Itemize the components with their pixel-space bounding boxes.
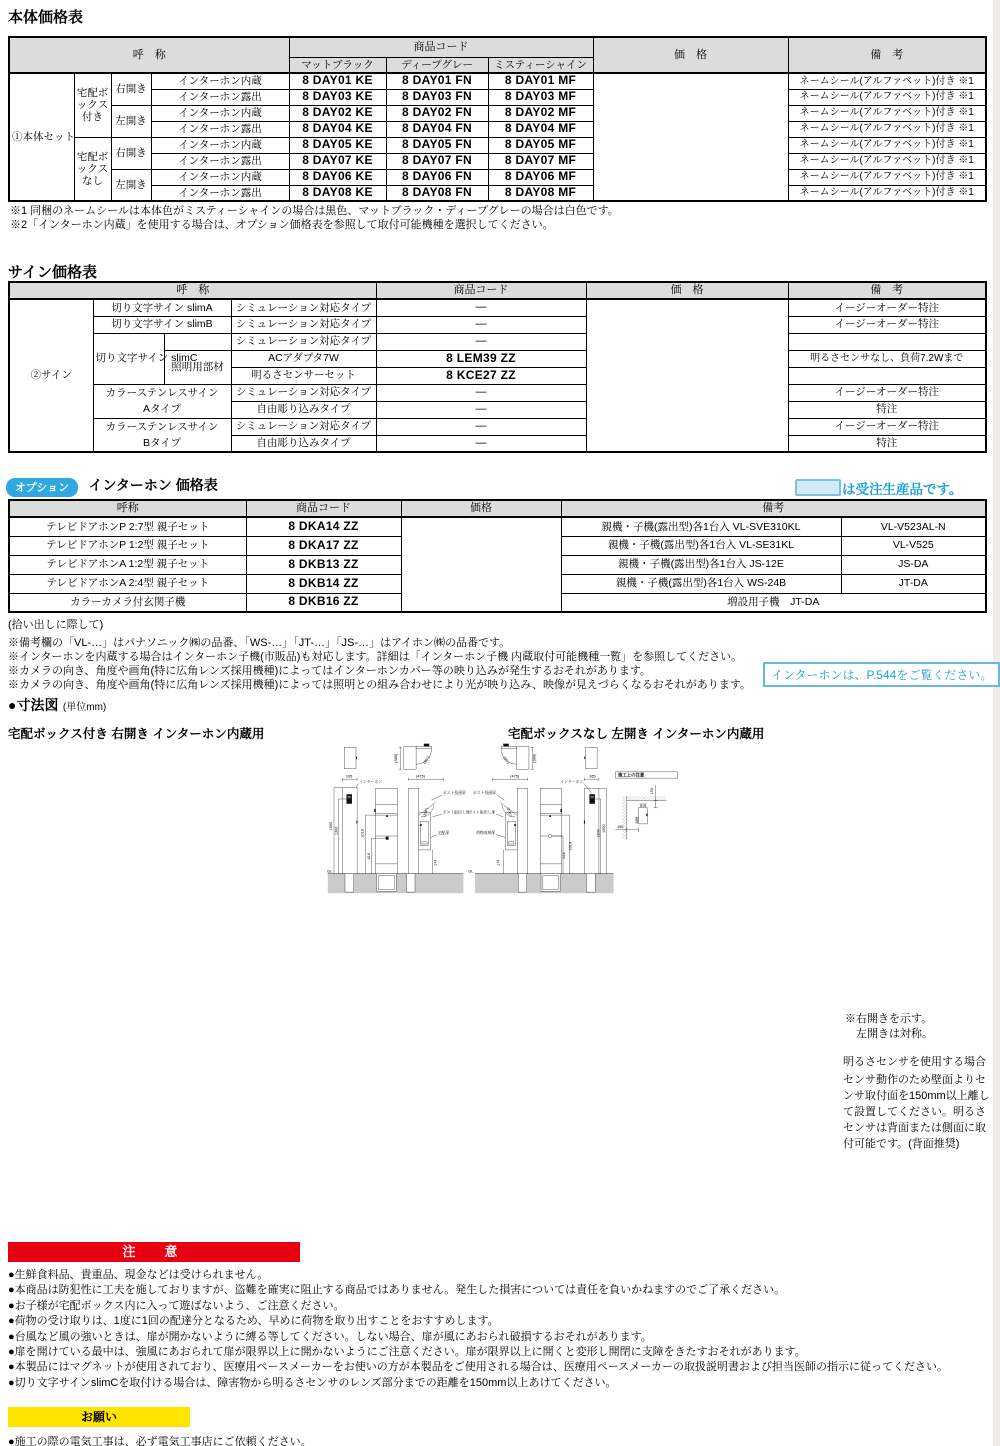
price-cell: [593, 73, 788, 201]
table-row: [9, 299, 986, 316]
color-header-matte-black: マットブラック: [289, 57, 386, 73]
col-header-name: 呼称: [9, 500, 246, 517]
code-cell: ―: [376, 316, 586, 333]
footnote: ※1 同梱のネームシールは本体色がミスティーシャインの場合は黒色、マットブラック・ディープグレーの場合は白色です。: [10, 205, 619, 217]
table-row: [9, 153, 986, 169]
code-cell: 8 DAY07 FN: [386, 153, 488, 169]
opening-note-line2: 左開きは対称。: [856, 1028, 933, 1040]
col-header-price: 価 格: [593, 37, 788, 73]
sensor-note-body: センサ動作のため壁面よりセンサ取付面を150mm以上離して設置してください。明るさセンサは背面または側面に取付可能です。(背面推奨): [843, 1074, 990, 1150]
foundation: [518, 874, 526, 892]
options-header: [6, 475, 218, 497]
caution-item: ●扉を開けている最中は、強風にあおられて扉が限界以上に開かないようにご注意ください。扉が限界以上に開くと変形し開閉に支障をきたすおそれがあります。: [8, 1346, 806, 1359]
installation-title: 施工上の注意: [617, 772, 645, 778]
code-cell: 8 DAY06 MF: [488, 169, 593, 185]
intercom-unit: [589, 794, 594, 804]
code-cell: ―: [376, 435, 586, 452]
gl-label: GL: [327, 868, 333, 874]
code-cell: 8 DAY07 KE: [289, 153, 386, 169]
foundation: [586, 874, 595, 892]
code-cell: 8 DAY02 MF: [488, 105, 593, 121]
gl-label: GL: [468, 868, 474, 874]
note-cell: 親機・子機(露出型)各1台入 JS-12E: [561, 555, 841, 574]
price-cell: [586, 299, 788, 452]
price-cell: [401, 517, 561, 612]
top-view-door-open: [416, 746, 431, 749]
table-row: [9, 185, 986, 201]
post-lock: [386, 815, 388, 817]
code-cell: 8 DKA17 ZZ: [246, 536, 401, 555]
note-cell: 親機・子機(露出型)各1台入 VL-SE31KL: [561, 536, 841, 555]
dim-174: 174: [433, 859, 438, 866]
code-cell: 8 DAY03 MF: [488, 89, 593, 105]
dim-90deg: (90°): [501, 755, 510, 765]
col-header-name: 呼 称: [9, 282, 376, 299]
type-cell: インターホン露出: [151, 153, 289, 169]
option-badge: オプション: [6, 478, 78, 497]
wall-left: [622, 796, 627, 839]
code-cell: 8 DKB13 ZZ: [246, 555, 401, 574]
note-cell: ネームシール(アルファベット)付き ※1: [788, 137, 986, 153]
note-cell: ネームシール(アルファベット)付き ※1: [788, 105, 986, 121]
sub-name-cell: 照明用部材: [164, 350, 231, 384]
parcel-knob: [385, 837, 388, 840]
option-note: ※備考欄の「VL-…」はパナソニック㈱の品番、「WS-…」「JT-…」「JS-…」はアイホン㈱の品番です。: [8, 637, 511, 649]
code-cell: ―: [376, 299, 586, 316]
foundation: [345, 874, 354, 892]
code-cell: ―: [376, 418, 586, 435]
post-in-label: ポスト投函扉: [473, 791, 496, 796]
note-cell: [788, 333, 986, 350]
handle: [584, 756, 585, 759]
color-header-deep-gray: ディープグレー: [386, 57, 488, 73]
col-header-note: 備 考: [788, 282, 986, 299]
note-cell: イージーオーダー特注: [788, 299, 986, 316]
front-view: [540, 788, 561, 873]
sensor-note-title: 明るさセンサを使用する場合: [843, 1056, 986, 1068]
dim-106deg: (106°): [506, 807, 513, 818]
dimension-title-text: ●寸法図: [8, 697, 59, 713]
code-cell: ―: [376, 384, 586, 401]
note2-cell: VL-V525: [841, 536, 986, 555]
col-header-price: 価 格: [586, 282, 788, 299]
front-view: [375, 788, 397, 873]
type-cell: インターホン露出: [151, 121, 289, 137]
back-face-label: 背面: [639, 803, 647, 808]
note-cell: イージーオーダー特注: [788, 384, 986, 401]
table-row: [9, 517, 986, 536]
dim-150-left: 150: [616, 824, 624, 829]
name-line-1: カラーステンレスサイン: [105, 420, 219, 433]
installation-note: [615, 772, 677, 839]
code-cell: 8 DAY08 FN: [386, 185, 488, 201]
code-cell: 8 DAY07 MF: [488, 153, 593, 169]
post-in-label: ポスト投函扉: [442, 791, 466, 796]
table-row: [9, 105, 986, 121]
intercom-table-title: インターホン 価格表: [88, 477, 218, 493]
box-without-cell: 宅配ボックスなし: [74, 137, 111, 201]
handle: [560, 809, 561, 812]
col-header-price: 価格: [401, 500, 561, 517]
code-cell: 8 DAY04 KE: [289, 121, 386, 137]
footnote: ※2「インターホン内蔵」を使用する場合は、オプション価格表を参照して取付可能機種を選択してください。: [10, 219, 554, 231]
name-cell: カラーカメラ付玄関子機: [9, 593, 246, 612]
main-price-table: [8, 36, 987, 202]
code-cell: 8 DAY01 FN: [386, 73, 488, 89]
type-cell: シミュレーション対応タイプ: [231, 316, 376, 333]
table-row: [9, 418, 986, 435]
caution-item: ●本商品は防犯性に工夫を施しておりますが、盗難を確実に阻止する商品ではありません。発生した損害については責任を負いかねますのでご了承ください。: [8, 1284, 786, 1297]
code-cell: 8 DAY01 MF: [488, 73, 593, 89]
handle: [584, 821, 585, 824]
note-cell: [788, 367, 986, 384]
note-cell: イージーオーダー特注: [788, 418, 986, 435]
name-line-2: Bタイプ: [143, 436, 181, 449]
col-header-code: 商品コード: [376, 282, 586, 299]
side-view-small: [585, 747, 597, 768]
note-cell: 特注: [788, 435, 986, 452]
note-cell: 親機・子機(露出型)各1台入 WS-24B: [561, 574, 841, 593]
group-cell: ①本体セット: [9, 73, 74, 201]
col-header-code: 商品コード: [289, 37, 593, 57]
door-slot: [509, 842, 514, 844]
code-cell: 8 DAY06 KE: [289, 169, 386, 185]
dir-cell: 左開き: [111, 105, 151, 137]
type-cell: インターホン内蔵: [151, 105, 289, 121]
col-header-note: 備 考: [788, 37, 986, 73]
type-cell: インターホン露出: [151, 185, 289, 201]
note-cell: 親機・子機(露出型)各1台入 VL-SVE310KL: [561, 517, 841, 536]
side-view-small: [344, 747, 356, 768]
handle: [374, 809, 375, 812]
foundation-inner: [543, 876, 558, 890]
intercom-price-table: [8, 499, 987, 613]
table-row: [9, 169, 986, 185]
code-cell: 8 DAY01 KE: [289, 73, 386, 89]
code-cell: 8 DAY03 FN: [386, 89, 488, 105]
post-out-label: ポスト取出し扉: [468, 810, 496, 815]
table-row: [9, 121, 986, 137]
note-cell: ネームシール(アルファベット)付き ※1: [788, 73, 986, 89]
dim-1500: 1500: [601, 824, 606, 833]
dim-106deg: (106°): [422, 807, 430, 818]
handle: [356, 821, 357, 824]
note-cell: 特注: [788, 401, 986, 418]
name-cell: テレビドアホンP 2:7型 親子セット: [9, 517, 246, 536]
name-line-2: Aタイプ: [143, 403, 181, 415]
dim-150-top: 150: [649, 788, 654, 795]
note-cell: 明るさセンサなし、負荷7.2Wまで: [788, 350, 986, 367]
dim-389: (389): [532, 753, 537, 763]
type-cell: 自由彫り込みタイプ: [231, 401, 376, 418]
group-cell: ②サイン: [9, 299, 93, 452]
code-cell: 8 DKA14 ZZ: [246, 517, 401, 536]
intercom-reference-box: インターホンは、P.544をご覧ください。: [763, 662, 1000, 687]
table-row: [9, 333, 986, 350]
latch: [420, 824, 422, 825]
code-cell: 8 DAY08 MF: [488, 185, 593, 201]
parcel-door-label: 宅配扉: [437, 830, 450, 835]
code-cell: 8 DAY05 FN: [386, 137, 488, 153]
name-cell: 切り文字サイン slimA: [93, 299, 231, 316]
name-cell: テレビドアホンA 1:2型 親子セット: [9, 555, 246, 574]
dir-cell: 左開き: [111, 169, 151, 201]
legend-text: は受注生産品です。: [842, 482, 963, 497]
code-cell: 8 DAY08 KE: [289, 185, 386, 201]
col-header-code: 商品コード: [246, 500, 401, 517]
note-cell: 増設用子機 JT-DA: [561, 593, 986, 612]
latch: [514, 824, 516, 825]
box-with-cell: 宅配ボックス付き: [74, 73, 111, 137]
sign-price-table-title: サイン価格表: [8, 264, 97, 281]
handle: [646, 814, 647, 817]
top-view-intercom-cap: [503, 744, 508, 747]
right-figure: [468, 744, 613, 894]
note-cell: ネームシール(アルファベット)付き ※1: [788, 89, 986, 105]
dimension-unit-text: (単位mm): [62, 702, 107, 713]
note-cell: ネームシール(アルファベット)付き ※1: [788, 153, 986, 169]
name-cell: 切り文字サイン slimC: [93, 333, 164, 384]
code-cell: 8 DAY06 FN: [386, 169, 488, 185]
caution-item: ●お子様が宅配ボックス内に入って遊ばないよう、ご注意ください。: [8, 1299, 345, 1312]
code-cell: 8 DAY02 KE: [289, 105, 386, 121]
code-cell: 8 DAY02 FN: [386, 105, 488, 121]
top-view: [516, 747, 528, 770]
main-price-table-title: 本体価格表: [8, 9, 84, 26]
foundation-inner: [378, 876, 394, 890]
dir-cell: 右開き: [111, 73, 151, 105]
type-cell: ACアダプタ7W: [231, 350, 376, 367]
caution-item: ●生鮮食料品、貴重品、現金などは受けられません。: [8, 1269, 269, 1281]
dim-616: 616: [561, 852, 566, 859]
dim-1019: 1019: [360, 829, 365, 838]
luggage-door-label: 荷物収納扉: [476, 830, 496, 835]
note-cell: ネームシール(アルファベット)付き ※1: [788, 169, 986, 185]
type-cell: インターホン内蔵: [151, 73, 289, 89]
name-cell: テレビドアホンA 2:4型 親子セット: [9, 574, 246, 593]
code-cell: 8 DKB16 ZZ: [246, 593, 401, 612]
left-figure: [327, 744, 470, 894]
type-cell: インターホン内蔵: [151, 137, 289, 153]
top-view-door-open: [501, 746, 516, 749]
caution-list: [8, 1268, 1000, 1391]
code-cell: ―: [376, 333, 586, 350]
opening-note-line1: ※右開きを示す。: [845, 1013, 933, 1025]
intercom-unit: [346, 794, 351, 804]
name-cell: [93, 418, 231, 452]
post-out-label: ポスト取出し扉: [442, 810, 470, 815]
type-cell: インターホン内蔵: [151, 169, 289, 185]
table-row: [9, 73, 986, 89]
top-view-intercom-cap: [424, 744, 429, 747]
color-header-misty-shine: ミスティーシャイン: [488, 57, 593, 73]
left-figure-title: 宅配ボックス付き 右開き インターホン内蔵用: [8, 727, 265, 741]
code-cell: 8 DAY04 FN: [386, 121, 488, 137]
type-cell: 自由彫り込みタイプ: [231, 435, 376, 452]
dim-1500: 1500: [328, 821, 333, 831]
table-row: [9, 384, 986, 401]
name-cell: テレビドアホンP 1:2型 親子セット: [9, 536, 246, 555]
intercom-label: インターホン: [560, 779, 584, 784]
foundation: [407, 874, 415, 892]
wall-top: [627, 796, 667, 800]
type-cell: 明るさセンサーセット: [231, 367, 376, 384]
caution-item: ●台風など風の強いときは、扉が開かないように縛る等してください。しない場合、扉が風にあおられ破損するおそれがあります。: [8, 1330, 652, 1343]
option-note: ※カメラの向き、角度や画角(特に広角レンズ採用機種)によっては照明との組み合わせにより光が映り込み、映像が見えづらくなるおそれがあります。: [8, 679, 751, 691]
spacer-cell: [164, 333, 231, 350]
dim-165: 165: [345, 774, 353, 779]
luggage-knob: [549, 834, 552, 837]
caution-banner: 注 意: [8, 1242, 300, 1262]
code-cell: 8 DAY04 MF: [488, 121, 593, 137]
side-view: [517, 788, 527, 873]
dim-165: 165: [589, 774, 596, 779]
right-figure-title: 宅配ボックスなし 左開き インターホン内蔵用: [508, 727, 765, 741]
dim-1300: 1300: [596, 829, 601, 838]
dir-cell: 右開き: [111, 137, 151, 169]
intercom-label: インターホン: [359, 779, 383, 784]
note-cell: イージーオーダー特注: [788, 316, 986, 333]
code-cell: 8 DAY05 KE: [289, 137, 386, 153]
side-face-label: 側面: [634, 816, 639, 824]
type-cell: インターホン露出: [151, 89, 289, 105]
code-cell: 8 DKB14 ZZ: [246, 574, 401, 593]
dim-616: 616: [366, 852, 371, 860]
name-cell: 切り文字サイン slimB: [93, 316, 231, 333]
option-note: ※インターホンを内蔵する場合はインターホン子機(市販品)も対応します。詳細は「インターホン子機 内蔵取付可能機種一覧」を参照してください。: [8, 651, 743, 663]
type-cell: シミュレーション対応タイプ: [231, 418, 376, 435]
top-view: [404, 747, 416, 770]
code-cell: 8 DAY05 MF: [488, 137, 593, 153]
note2-cell: JT-DA: [841, 574, 986, 593]
note-cell: ネームシール(アルファベット)付き ※1: [788, 185, 986, 201]
caution-item: ●切り文字サインslimCを取付ける場合は、障害物から明るさセンサのレンズ部分までの距離を150mm以上あけてください。: [8, 1376, 617, 1389]
sign-price-table: [8, 281, 987, 453]
dimension-section-title: [8, 695, 106, 715]
unit-top-view: [639, 808, 648, 824]
col-header-name: 呼 称: [9, 37, 289, 73]
note2-cell: JS-DA: [841, 555, 986, 574]
pickup-heading: (拾い出しに際して): [8, 619, 104, 631]
dim-475: (475): [510, 774, 520, 779]
name-cell: [93, 384, 231, 418]
caution-item: ●本製品にはマグネットが使用されており、医療用ペースメーカーをお使いの方が本製品をご使用される場合は、医療用ペースメーカーの取扱説明書および担当医師の指示に従ってください。: [8, 1361, 948, 1374]
col-header-note: 備考: [561, 500, 986, 517]
dim-90deg: (90°): [422, 755, 431, 765]
dim-1019: 1019: [568, 842, 573, 851]
table-row: [9, 316, 986, 333]
code-cell: 8 LEM39 ZZ: [376, 350, 586, 367]
request-banner: お願い: [8, 1407, 190, 1427]
option-note: ※カメラの向き、角度や画角(特に広角レンズ採用機種)によってはインターホンカバー等の映り込みが発生するおそれがあります。: [8, 665, 651, 677]
made-to-order-legend: [795, 478, 962, 498]
dim-1300: 1300: [334, 826, 339, 836]
type-cell: シミュレーション対応タイプ: [231, 333, 376, 350]
side-view: [408, 788, 418, 873]
handle: [356, 756, 357, 759]
made-to-order-swatch: [795, 479, 841, 496]
dim-174: 174: [496, 859, 501, 866]
code-cell: 8 KCE27 ZZ: [376, 367, 586, 384]
name-line-1: カラーステンレスサイン: [105, 387, 219, 399]
request-item: ●施工の際の電気工事は、必ず電気工事店にご依頼ください。: [8, 1436, 312, 1446]
code-cell: 8 DAY03 KE: [289, 89, 386, 105]
table-row: [9, 137, 986, 153]
post-lock: [549, 815, 551, 817]
note-cell: ネームシール(アルファベット)付き ※1: [788, 121, 986, 137]
type-cell: シミュレーション対応タイプ: [231, 384, 376, 401]
note2-cell: VL-V523AL-N: [841, 517, 986, 536]
table-row: [9, 89, 986, 105]
dim-389: (389): [394, 753, 399, 763]
type-cell: シミュレーション対応タイプ: [231, 299, 376, 316]
caution-item: ●荷物の受け取りは、1度に1回の配達分となるため、早めに荷物を取り出すことをおすすめします。: [8, 1315, 499, 1328]
dim-475: (475): [416, 774, 425, 779]
page-edge-strip: [993, 0, 1000, 1446]
door-slot: [422, 842, 427, 844]
code-cell: ―: [376, 401, 586, 418]
